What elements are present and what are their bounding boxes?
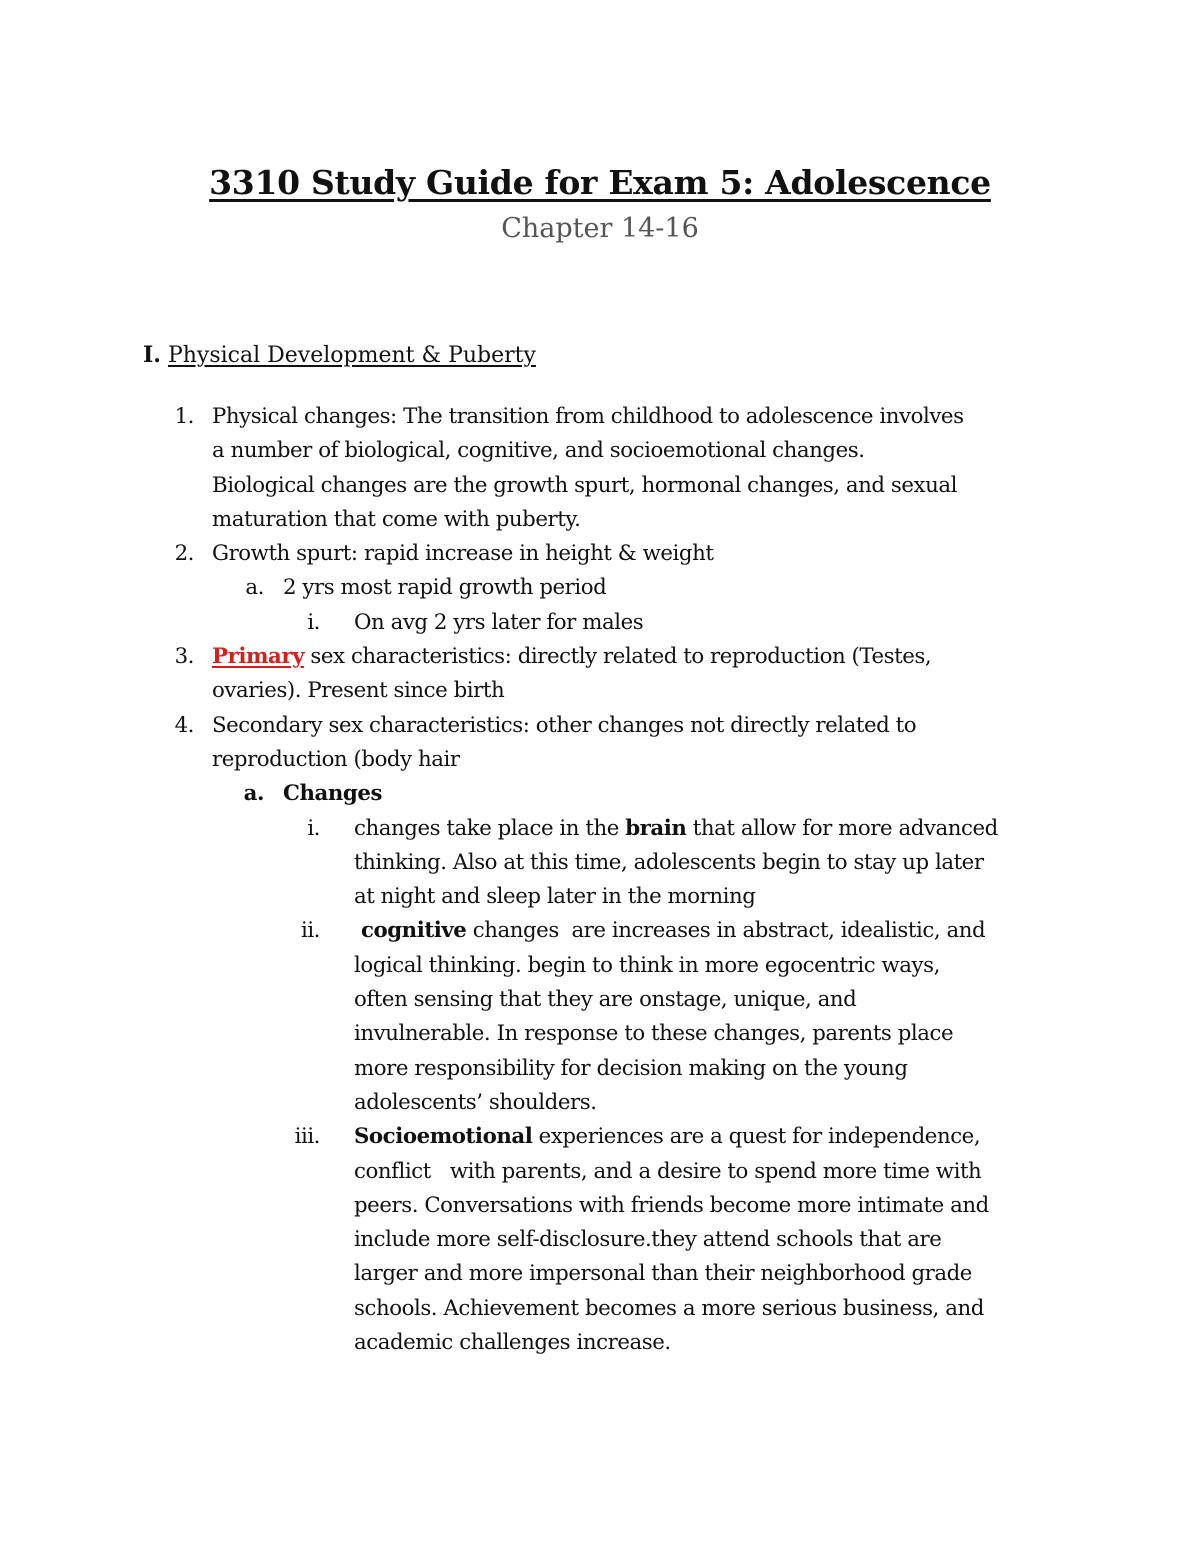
text-fragment: experiences are a quest for independence,	[532, 1124, 981, 1150]
text-line: at night and sleep later in the morning	[354, 884, 756, 910]
list-subitem-4a-i	[0, 812, 1200, 915]
bold-term: Socioemotional	[354, 1124, 533, 1150]
document-subtitle: Chapter 14-16	[501, 213, 699, 244]
list-marker: i.	[307, 815, 320, 841]
text-line: Biological changes are the growth spurt, hormonal changes, and sexual	[212, 472, 957, 498]
text-line	[212, 640, 1200, 674]
list-item-text	[283, 777, 1200, 811]
list-item-text	[354, 812, 1200, 915]
bold-heading: Changes	[283, 781, 382, 807]
list-marker: a.	[245, 575, 264, 601]
highlighted-term: Primary	[212, 644, 305, 670]
text-line: conflict with parents, and a desire to spend more time with	[354, 1158, 982, 1184]
text-line: adolescents’ shoulders.	[354, 1089, 597, 1115]
list-item-text	[212, 400, 1200, 537]
text-line: larger and more impersonal than their neighborhood grade	[354, 1261, 972, 1287]
text-line	[354, 812, 1200, 846]
section-title: Physical Development & Puberty	[167, 343, 536, 368]
list-item-text	[354, 914, 1200, 1120]
list-item-1	[0, 400, 1200, 537]
text-line: reproduction (body hair	[212, 746, 460, 772]
text-line: more responsibility for decision making on the young	[354, 1055, 908, 1081]
section-heading	[143, 342, 536, 368]
list-marker: iii.	[294, 1124, 320, 1150]
text-line	[354, 1120, 1200, 1154]
list-subitem-2a-i	[0, 606, 1200, 640]
list-item-text	[212, 709, 1200, 778]
list-item-text: 2 yrs most rapid growth period	[283, 575, 607, 601]
text-line: ovaries). Present since birth	[212, 678, 505, 704]
list-item-text	[354, 1120, 1200, 1360]
list-marker: 4.	[174, 712, 194, 738]
list-subitem-4a-iii	[0, 1120, 1200, 1360]
list-marker: ii.	[300, 918, 320, 944]
text-fragment: that allow for more advanced	[686, 815, 998, 841]
bold-term: brain	[625, 815, 687, 841]
text-line: Growth spurt: rapid increase in height & weight	[212, 541, 714, 567]
list-item-4	[0, 709, 1200, 778]
list-item-text	[212, 537, 1200, 571]
list-marker: 3.	[174, 644, 194, 670]
text-line: maturation that come with puberty.	[212, 506, 581, 532]
text-line: Physical changes: The transition from childhood to adolescence involves	[212, 404, 964, 429]
list-subitem-4a-ii	[0, 914, 1200, 1120]
text-line: a number of biological, cognitive, and socioemotional changes.	[212, 438, 865, 464]
text-line: schools. Achievement becomes a more serious business, and	[354, 1295, 984, 1321]
text-line: peers. Conversations with friends become more intimate and	[354, 1192, 989, 1218]
text-fragment: changes are increases in abstract, idealistic, and	[466, 918, 986, 944]
list-item-text	[212, 640, 1200, 709]
document-title: 3310 Study Guide for Exam 5: Adolescence	[209, 163, 991, 202]
outline-list	[0, 400, 1200, 1360]
text-line: thinking. Also at this time, adolescents begin to stay up later	[354, 849, 984, 875]
list-item-text: On avg 2 yrs later for males	[354, 609, 644, 635]
text-fragment: sex characteristics: directly related to reproduction (Testes,	[304, 644, 932, 670]
text-line: Secondary sex characteristics: other changes not directly related to	[212, 712, 917, 738]
text-line: often sensing that they are onstage, unique, and	[354, 987, 857, 1013]
text-line: include more self-disclosure.they attend schools that are	[354, 1227, 942, 1253]
list-marker: 1.	[174, 404, 194, 429]
section-number: I.	[143, 342, 161, 368]
text-line	[354, 914, 1200, 948]
text-line: academic challenges increase.	[354, 1330, 671, 1356]
list-item-3	[0, 640, 1200, 709]
text-fragment: changes take place in the	[354, 815, 626, 841]
bold-term: cognitive	[354, 918, 467, 944]
list-marker: a.	[243, 781, 264, 807]
text-line: logical thinking. begin to think in more egocentric ways,	[354, 952, 940, 978]
list-marker: 2.	[174, 541, 194, 567]
list-subitem-4a	[0, 777, 1200, 811]
list-subitem-2a	[0, 571, 1200, 605]
list-marker: i.	[307, 609, 320, 635]
list-item-2	[0, 537, 1200, 571]
text-line: invulnerable. In response to these changes, parents place	[354, 1021, 954, 1047]
